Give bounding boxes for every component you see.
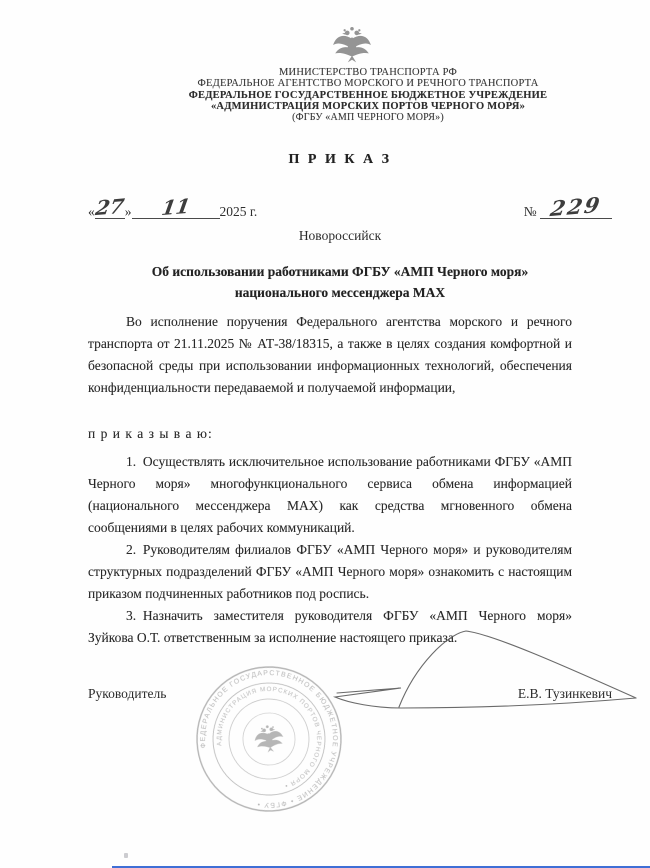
item-1-text: Осуществлять исключительное использование работниками ФГБУ «АМП Черного моря» многофункционального сервиса обмена информацией (национального мессенджера MAX) как средства мгновенного обмена сообщениями в целях рабочих коммуникаций.	[88, 454, 572, 535]
date-field	[88, 193, 258, 221]
signatory-position: Руководитель	[88, 686, 167, 701]
order-items	[88, 451, 572, 649]
scan-speck	[124, 853, 128, 858]
item-2-text: Руководителям филиалов ФГБУ «АМП Черного моря» и руководителям структурных подразделений ФГБУ «АМП Черного моря» ознакомить с настоящим приказом подчиненных работников под роспись.	[88, 542, 572, 601]
order-item-1	[88, 451, 572, 539]
letterhead	[85, 67, 650, 123]
signatory-name: Е.В. Тузинкевич	[517, 686, 612, 701]
letterhead-institution: ФЕДЕРАЛЬНОЕ ГОСУДАРСТВЕННОЕ БЮДЖЕТНОЕ УЧРЕЖДЕНИЕ	[188, 89, 548, 101]
doc-number-field	[523, 191, 612, 222]
subject-title	[80, 261, 600, 303]
item-3-number: 3.	[126, 608, 137, 623]
city-label: Новороссийск	[298, 228, 382, 243]
coat-of-arms-icon	[330, 24, 374, 66]
subject-line-1: Об использовании работниками ФГБУ «АМП Черного моря»	[151, 264, 529, 279]
official-stamp	[184, 654, 353, 823]
open-quote: «	[88, 204, 95, 219]
letterhead-ministry: МИНИСТЕРСТВО ТРАНСПОРТА РФ	[279, 67, 457, 78]
order-verb: п р и к а з ы в а ю:	[88, 426, 213, 441]
letterhead-short-name: (ФГБУ «АМП ЧЕРНОГО МОРЯ»)	[292, 112, 444, 124]
stamp-inner-ring-text: АДМИНИСТРАЦИЯ МОРСКИХ ПОРТОВ ЧЕРНОГО МОРЯ •	[215, 685, 323, 790]
order-item-3	[88, 605, 572, 649]
preamble-paragraph	[88, 311, 572, 399]
order-item-2	[88, 539, 572, 605]
item-3-text: Назначить заместителя руководителя ФГБУ «АМП Черного моря» Зуйкова О.Т. ответственным за исполнение настоящего приказа.	[88, 608, 572, 645]
letterhead-agency: ФЕДЕРАЛЬНОЕ АГЕНТСТВО МОРСКОГО И РЕЧНОГО ТРАНСПОРТА	[197, 78, 539, 90]
number-blank	[540, 191, 612, 222]
month-blank	[132, 193, 220, 221]
number-label: №	[523, 204, 537, 219]
handwritten-day: 27	[93, 193, 126, 221]
signature-block	[88, 686, 612, 702]
stamp-outer-ring-text: ФЕДЕРАЛЬНОЕ ГОСУДАРСТВЕННОЕ БЮДЖЕТНОЕ УЧРЕЖДЕНИЕ • ФГБУ •	[199, 669, 339, 809]
stamp-eagle-icon	[253, 723, 285, 754]
handwritten-month: 11	[159, 193, 192, 221]
doc-type-heading: П Р И К А З	[288, 152, 392, 167]
item-1-number: 1.	[126, 454, 137, 469]
year-label: 2025 г.	[219, 204, 258, 219]
item-2-number: 2.	[126, 542, 137, 557]
preamble-text: Во исполнение поручения Федерального агентства морского и речного транспорта от 21.11.2025 № АТ-38/18315, а также в целях создания комфортной и безопасной среды при использовании информационных технологий, обеспечения конфиденциальности передаваемой и получаемой информации,	[88, 314, 572, 395]
subject-line-2: национального мессенджера MAX	[234, 285, 446, 300]
close-quote: »	[124, 204, 132, 219]
date-number-row	[88, 190, 612, 224]
handwritten-number: 229	[548, 191, 604, 222]
day-blank	[93, 193, 126, 221]
letterhead-administration: «АДМИНИСТРАЦИЯ МОРСКИХ ПОРТОВ ЧЕРНОГО МОРЯ»	[210, 100, 526, 112]
